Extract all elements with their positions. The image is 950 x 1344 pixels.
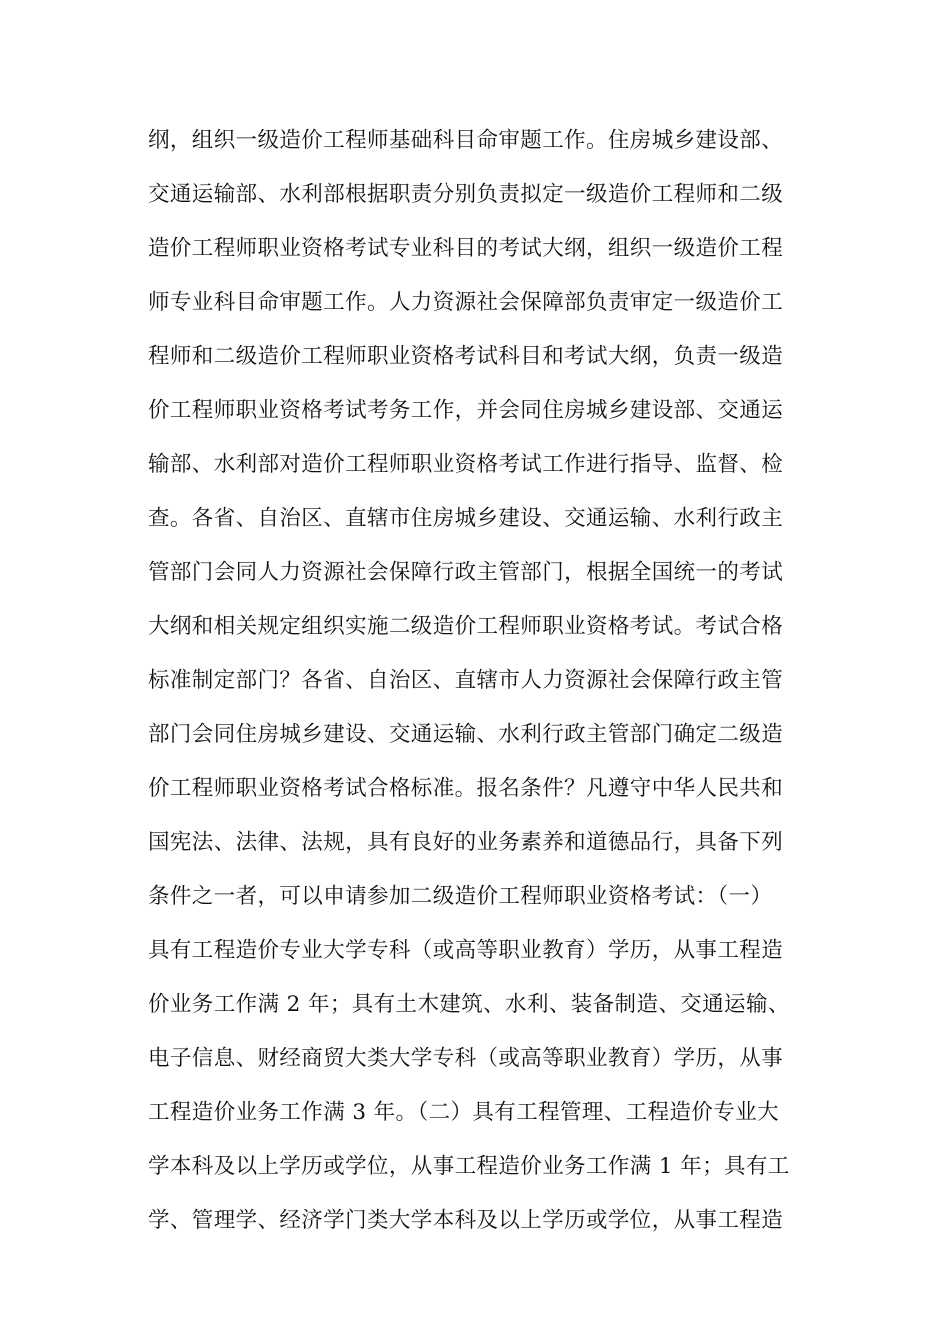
text-line: 查。各省、自治区、直辖市住房城乡建设、交通运输、水利行政主 (148, 506, 784, 531)
text-line: 标准制定部门？各省、自治区、直辖市人力资源社会保障行政主管 (148, 668, 784, 693)
text-line: 具有工程造价专业大学专科（或高等职业教育）学历，从事工程造 (148, 938, 784, 963)
text-line: 学、管理学、经济学门类大学本科及以上学历或学位，从事工程造 (148, 1208, 784, 1233)
text-line: 工程造价业务工作满 3 年。（二）具有工程管理、工程造价专业大 (148, 1100, 780, 1125)
text-line: 部门会同住房城乡建设、交通运输、水利行政主管部门确定二级造 (148, 722, 784, 747)
text-line: 纲，组织一级造价工程师基础科目命审题工作。住房城乡建设部、 (148, 128, 784, 153)
text-line: 条件之一者，可以申请参加二级造价工程师职业资格考试：（一） (148, 884, 773, 909)
text-line: 价工程师职业资格考试考务工作，并会同住房城乡建设部、交通运 (148, 398, 784, 423)
body-paragraph (148, 118, 808, 1252)
text-line: 交通运输部、水利部根据职责分别负责拟定一级造价工程师和二级 (148, 182, 784, 207)
text-line: 国宪法、法律、法规，具有良好的业务素养和道德品行，具备下列 (148, 830, 784, 855)
text-line: 价业务工作满 2 年；具有土木建筑、水利、装备制造、交通运输、 (148, 992, 790, 1017)
text-line: 学本科及以上学历或学位，从事工程造价业务工作满 1 年；具有工 (148, 1154, 790, 1179)
text-line: 造价工程师职业资格考试专业科目的考试大纲，组织一级造价工程 (148, 236, 784, 261)
text-line: 价工程师职业资格考试合格标准。报名条件？凡遵守中华人民共和 (148, 776, 784, 801)
text-line: 电子信息、财经商贸大类大学专科（或高等职业教育）学历，从事 (148, 1046, 784, 1071)
text-line: 程师和二级造价工程师职业资格考试科目和考试大纲，负责一级造 (148, 344, 784, 369)
text-line: 输部、水利部对造价工程师职业资格考试工作进行指导、监督、检 (148, 452, 784, 477)
text-line: 管部门会同人力资源社会保障行政主管部门，根据全国统一的考试 (148, 560, 784, 585)
text-line: 大纲和相关规定组织实施二级造价工程师职业资格考试。考试合格 (148, 614, 784, 639)
text-line: 师专业科目命审题工作。人力资源社会保障部负责审定一级造价工 (148, 290, 784, 315)
